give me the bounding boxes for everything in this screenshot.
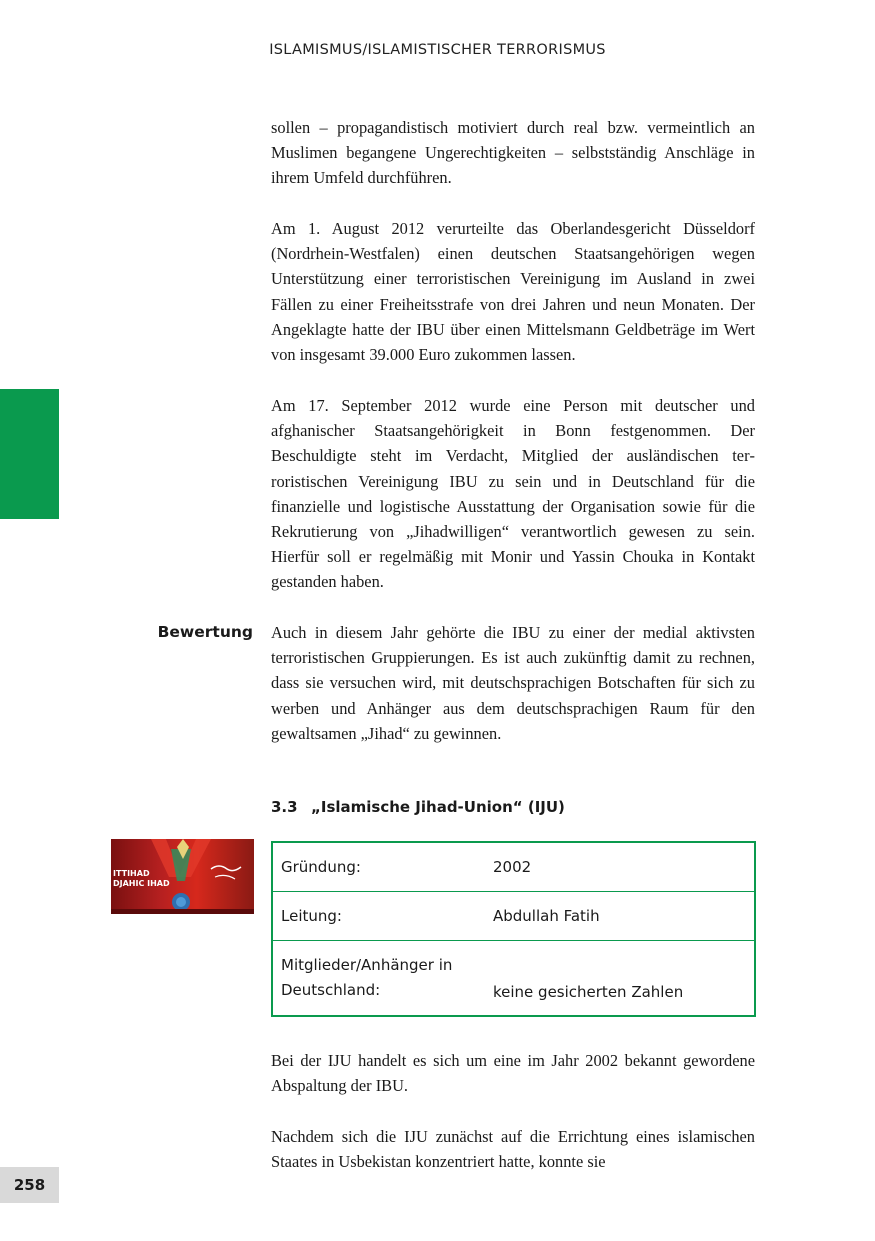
assessment-paragraph: Auch in diesem Jahr gehörte die IBU zu einer der medial aktivsten terroristischen Gruppierungen. Es ist auch zukünftig damit zu rechnen, dass sie versuchen wird, mit deutschsprachigen Botschaften für sich zu werben und Anhänger aus dem deutschsprachigen Raum für den gewaltsamen „Jihad“ zu gewinnen. (271, 623, 755, 743)
paragraph-5: Nachdem sich die IJU zunächst auf die Errichtung eines islamischen Staates in Usbekistan konzentriert hatte, konnte sie (271, 1127, 755, 1172)
section-title: „Islamische Jihad-Union“ (IJU) (311, 798, 565, 816)
assessment-label: Bewertung (157, 623, 253, 641)
chapter-tab-marker (0, 389, 59, 519)
paragraph-1: sollen – propagandistisch motiviert durch real bzw. vermeintlich an Muslimen begangene Ungerechtigkeiten – selbstständig Anschläge in ihrem Umfeld durchführen. (271, 118, 755, 188)
logo-text-line2: DJAHIC IHAD (113, 879, 170, 888)
section-heading (271, 798, 565, 816)
paragraph-3: Am 17. September 2012 wurde eine Person mit deutscher und afghanischer Staatsangehörigkeit in Bonn festgenommen. Der Beschuldigte steht im Verdacht, Mitglied der ausländischen terroristischen Vereinigung IBU zu sein und in Deutschland für die finanzielle und logistische Ausstattung der Organisation sowie für die Rekrutierung von „Jihadwilligen“ verantwortlich gewesen zu sein. Hierfür soll er regelmäßig mit Monir und Yassin Chouka in Kontakt gestanden haben. (271, 396, 755, 592)
logo-text-line1: ITTIHAD (113, 869, 150, 878)
fact-row-members (273, 941, 754, 1015)
fact-label: Gründung: (281, 858, 361, 876)
fact-value: 2002 (493, 858, 532, 876)
section-number: 3.3 (271, 798, 298, 816)
fact-value: keine gesicherten Zahlen (493, 983, 684, 1001)
iju-logo-graphic (111, 839, 254, 914)
fact-label: Leitung: (281, 907, 342, 925)
fact-label: Mitglieder/Anhänger in Deutschland: (281, 956, 453, 999)
running-header: ISLAMISMUS/ISLAMISTISCHER TERRORISMUS (269, 42, 606, 58)
fact-row-leadership (273, 892, 754, 941)
page-number: 258 (0, 1167, 59, 1203)
iju-logo-image (111, 839, 254, 914)
fact-row-founding (273, 843, 754, 892)
paragraph-2: Am 1. August 2012 verurteilte das Oberlandesgericht Düsseldorf (Nordrhein-Westfalen) einen deutschen Staatsangehörigen wegen Unterstützung einer terroristischen Vereinigung im Ausland in zwei Fällen zu einer Freiheitsstrafe von drei Jahren und neun Monaten. Der Angeklagte hatte der IBU über einen Mittelsmann Geldbeträge im Wert von insgesamt 39.000 Euro zukommen lassen. (271, 219, 755, 365)
fact-box-table (271, 841, 756, 1017)
fact-value: Abdullah Fatih (493, 907, 600, 925)
paragraph-4: Bei der IJU handelt es sich um eine im Jahr 2002 bekannt gewordene Abspaltung der IBU. (271, 1051, 755, 1096)
